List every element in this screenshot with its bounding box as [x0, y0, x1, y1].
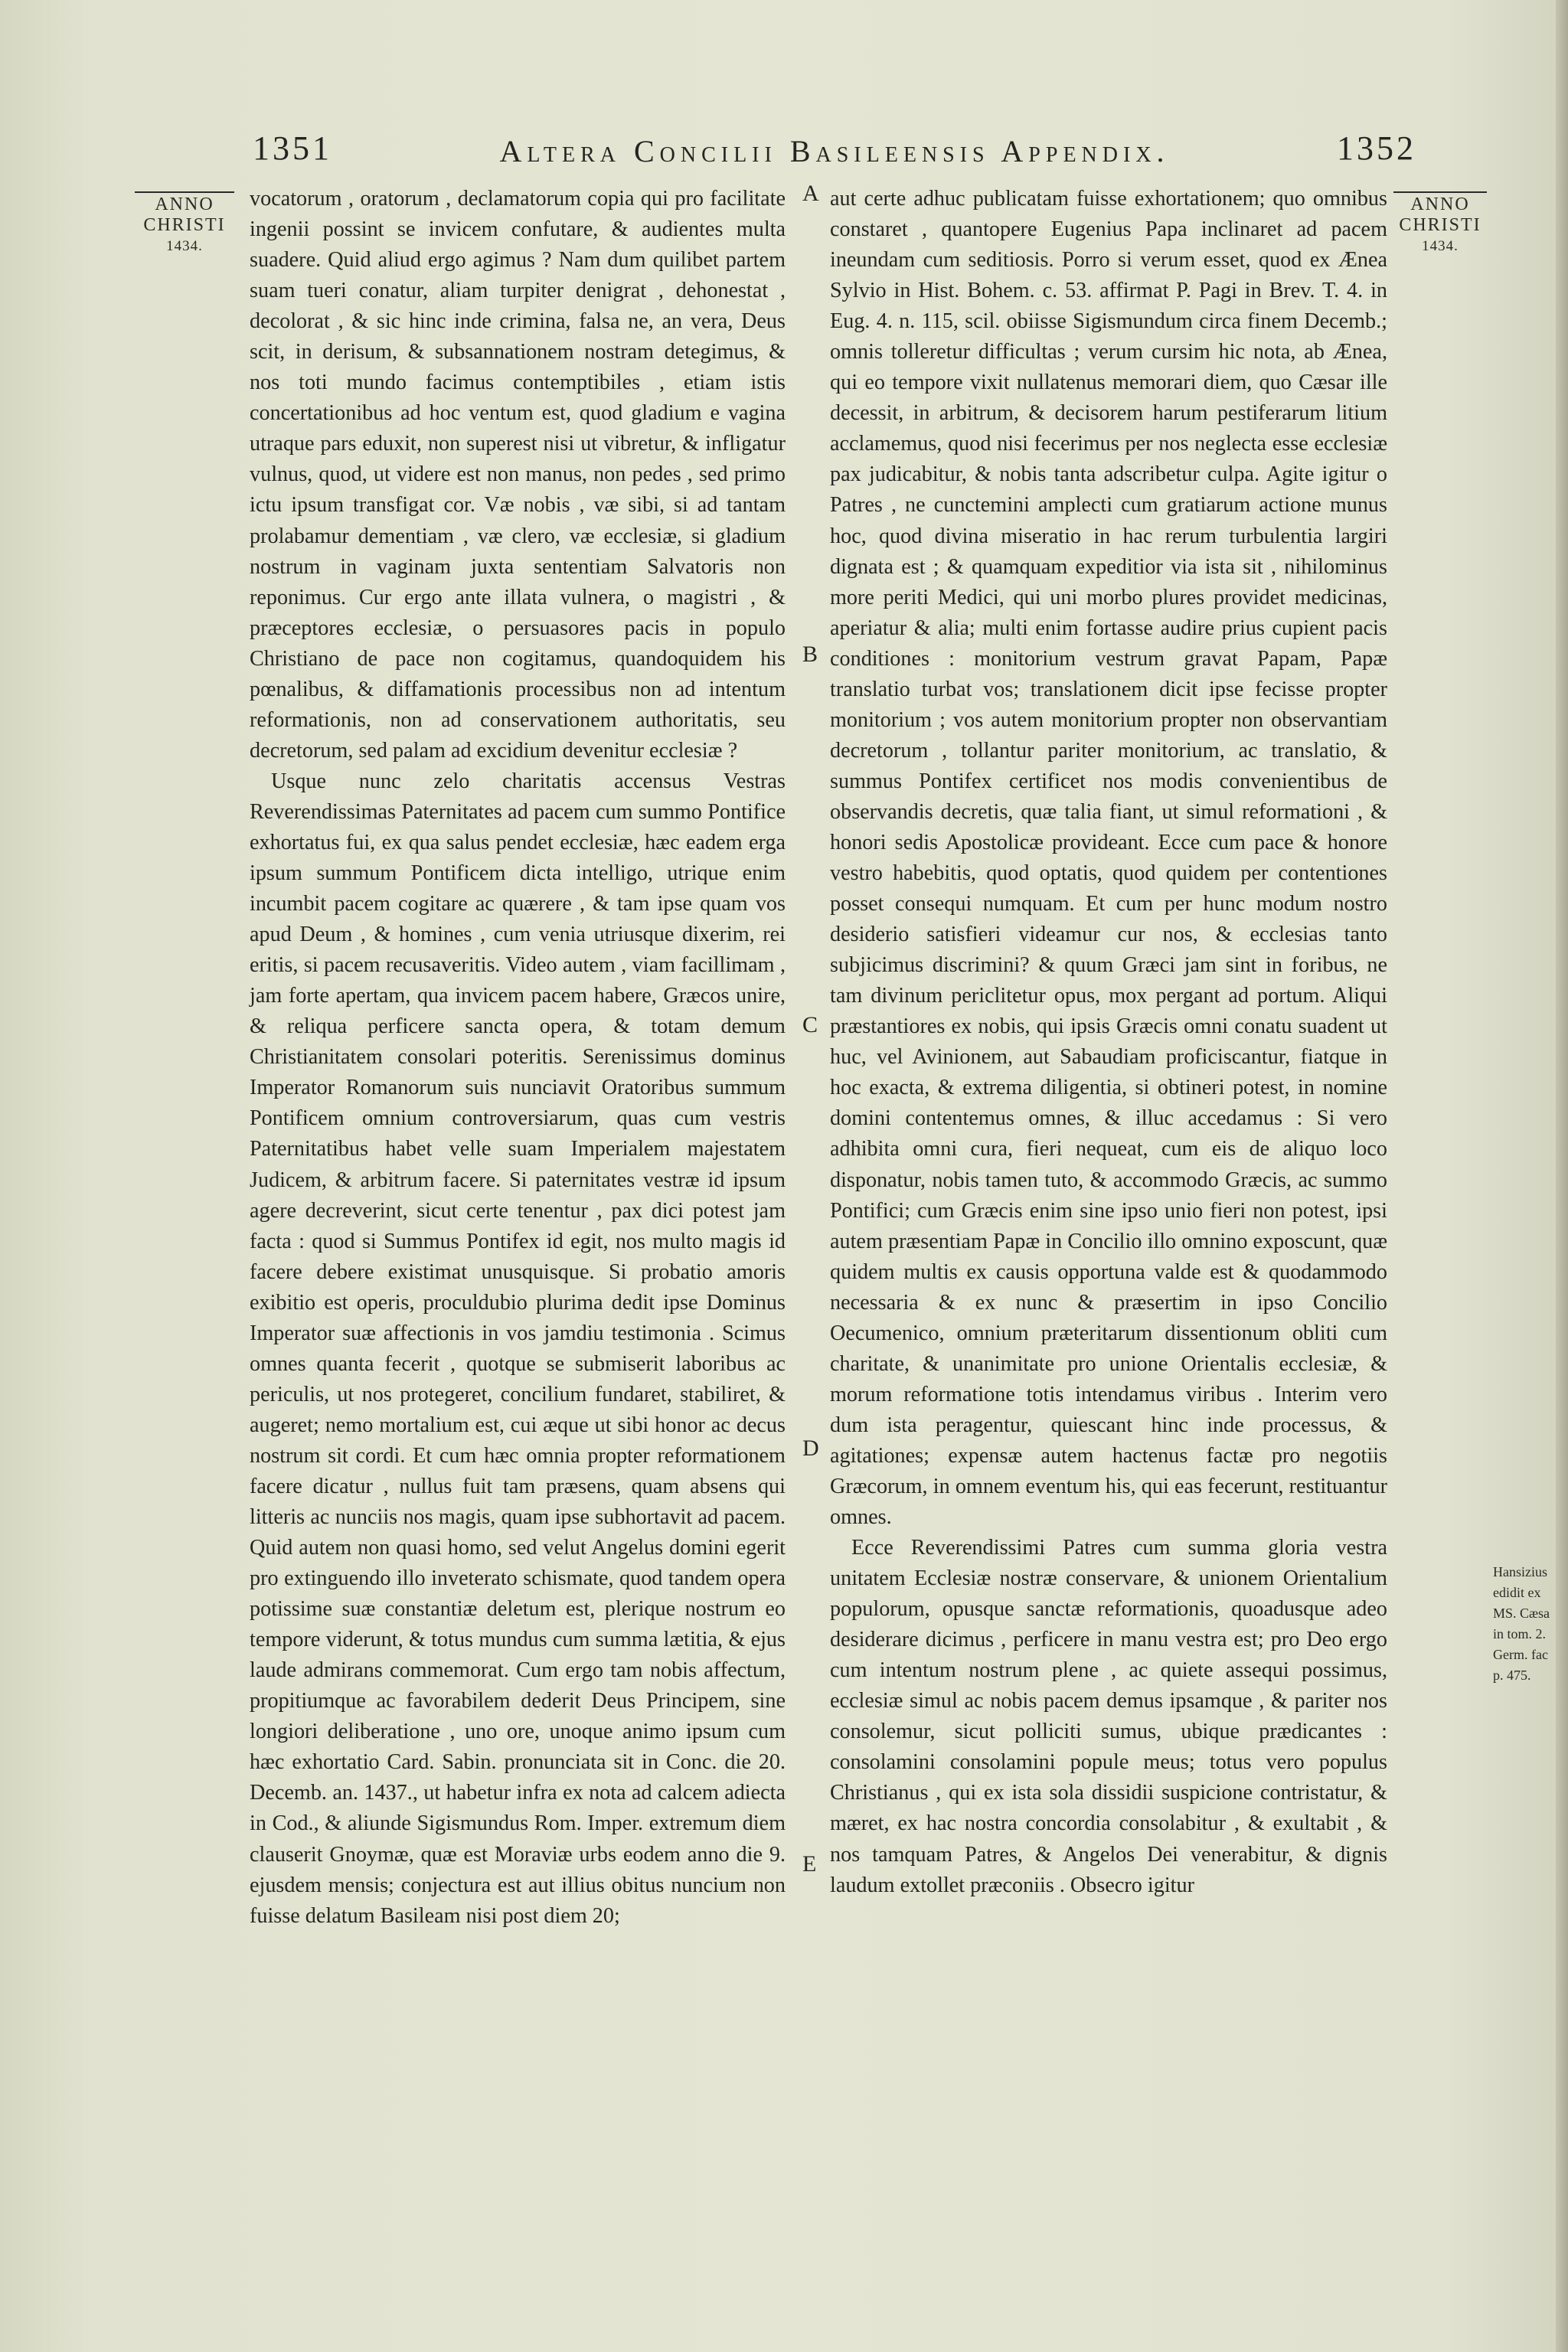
year-label: 1434. [1422, 238, 1459, 254]
paragraph: aut certe adhuc publicatam fuisse exhortationem; quo omnibus constaret , quantopere Eugenius Papa inclinaret ad pacem ineundam cum seditiosis. Porro si verum esset, quod ex Ænea Sylvio in Hist. Bohem. c. 53. affirmat P. Pagi in Brev. T. 4. in Eug. 4. n. 115, scil. obiisse Sigismundum circa finem Decemb.; omnis tolleretur difficultas ; verum cursim hic nota, ab Ænea, qui eo tempore vixit nullatenus memorari diem, quo Cæsar ille decessit, in arbitrum, & decisorem harum pestiferarum litium acclamemus, quod nisi fecerimus per nos neglecta esse ecclesiæ pax judicabitur, & nobis tanta adscribetur culpa. Agite igitur o Patres , ne cunctemini amplecti cum gratiarum actione munus hoc, quod divina miseratio in hac rerum turbulentia largiri dignata est ; & quamquam expeditior via ista sit , nihilominus more periti Medici, qui uni morbo plures providet medicinas, aperiatur & alia; multi enim fortasse audire prius cupient pacis conditiones : monitorium vestrum gravat Papam, Papæ translatio turbat vos; translationem dicit ipse fecisse propter monitorium ; vos autem monitorium propter non observantiam decretorum , tollantur pariter monitorium, ac translatio, & summus Pontifex certificet nos modis convenientibus de observandis decretis, quæ talia fiant, ut simul reformationi , & honori sedis Apostolicæ provideant. Ecce cum pace & honore vestro habebitis, quod optatis, quod quidem per contentiones posset consequi numquam. Et cum per hunc modum nostro desiderio satisfieri videamur cur nos, & ecclesias tanto subjicimus discrimini? & quum Græci jam sint in foribus, ne tam divinum periclitetur opus, mox pergant ad portum. Aliqui præstantiores ex nobis, qui ipsis Græcis omni conatu suadent ut huc, vel Avinionem, aut Sabaudiam proficiscantur, fiatque in hoc exacta, & extrema diligentia, si obtineri potest, in nomine domini contentemus omnes, & illuc accedamus : Si vero adhibita omni cura, fieri nequeat, cum eis de aliquo loco disponatur, nobis tamen tuto, & accommodo Græcis, ac summo Pontifici; cum Græcis enim sine ipso unio fieri non potest, ipsi autem præsentiam Papæ in Concilio illo omnino exposcunt, quæ quidem multis ex causis opportuna valde est & quodammodo necessaria & ex nunc & præsertim in ipso Concilio Oecumenico, omnium præteritarum dissentionum obliti cum charitate, & unanimitate pro unione Orientalis ecclesiæ, & morum reformatione totis intendamus viribus . Interim vero dum ista peragentur, quiescant hinc inde processus, & agitationes; expensæ autem hactenus factæ pro negotiis Græcorum, in omnem eventum his, qui eas fecerunt, restituantur omnes. [830, 187, 1387, 1530]
paragraph: Ecce Reverendissimi Patres cum summa gloria vestra unitatem Ecclesiæ nostræ conservare, & unionem Orientalium populorum, opusque sanctæ reformationis, quoadusque adeo desiderare dicimus , perficere in manu vestra est; pro Deo ergo cum intentum nostrum plene , ac quiete assequi possimus, ecclesiæ simul ac nobis pacem demus ipsamque , & pariter nos consolemur, sicut polliciti sumus, ubique prædicantes : consolamini consolamini popule meus; totus vero populus Christianus , qui ex ista sola dissidii suspicione contristatur, & mæret, ex hac nostra concordia consolabitur , & exultabit , & nos tamquam Patres, & Angelos Dei venerabitur, & dignis laudum extollet præconiis . Obsecro igitur [830, 1536, 1387, 1897]
side-note-line: Germ. fac [1493, 1647, 1548, 1662]
anno-label: ANNO [1410, 194, 1470, 214]
side-note-line: Hansizius [1493, 1564, 1547, 1579]
page-number-right: 1352 [1337, 129, 1416, 167]
margin-rule [135, 191, 234, 193]
paragraph: Usque nunc zelo charitatis accensus Vestras Reverendissimas Paternitates ad pacem cum summo Pontifice exhortatus fui, ex qua salus pendet ecclesiæ, hæc eadem erga ipsum summum Pontificem dicta intelligo, utrique enim incumbit pacem cogitare ac quærere , & tam ipse quam vos apud Deum , & homines , cum venia utriusque dixerim, rei eritis, si pacem recusaveritis. Video autem , viam facillimam , jam forte apertam, qua invicem pacem habere, Græcos unire, & reliqua perficere sancta opera, & totam demum Christianitatem consolari poteritis. Serenissimus dominus Imperator Romanorum suis nunciavit Oratoribus summum Pontificem omnium controversiarum, quas cum vestris Paternitatibus habet velle suam Imperialem majestatem Judicem, & arbitrum facere. Si paternitates vestræ id ipsum agere decreverint, sicut certe tenentur , pax dici potest jam facta : quod si Summus Pontifex id egit, nos multo magis id facere debere existimat unusquisque. Si probatio amoris exibitio est operis, proculdubio plurima dedit ipse Dominus Imperator suæ affectionis in vos jamdiu testimonia . Scimus omnes quanta fecerit , quotque se submiserit laboribus ac periculis, ut nos protegeret, concilium fundaret, stabiliret, & augeret; nemo mortalium est, cui æque ut sibi honor ac decus nostrum sit cordi. Et cum hæc omnia propter reformationem facere dicatur , nullus fuit tam præsens, quam absens qui litteris ac nunciis nos magis, quam ipse subhortavit ad pacem. Quid autem non quasi homo, sed velut Angelus domini egerit pro extinguendo illo inveterato schismate, quod tandem opera potissime suæ constantiæ deletum est, plerique nostrum eo tempore viderunt, & totus mundus cum summa lætitia, & ejus laude admirans commemorat. Cum ergo tam nobis affectum, propitiumque ac favorabilem dederit Deus Principem, sine longiori deliberatione , uno ore, unoque animo ipsum cum hæc exhortatio Card. Sabin. pronunciata sit in Conc. die 20. Decemb. an. 1437., ut habetur infra ex nota ad calcem adiecta in Cod., & aliunde Sigismundus Rom. Imper. extremum diem clauserit Gnoymæ, quæ est Moraviæ urbs eodem anno die 9. ejusdem mensis; conjectura est aut illius obitus nuncium non fuisse delatum Basileam nisi post diem 20; [250, 769, 786, 1928]
section-marker-e: E [802, 1851, 817, 1877]
text-column-left [250, 184, 786, 1932]
paragraph: vocatorum , oratorum , declamatorum copia qui pro facilitate ingenii possint se invicem confutare, & audientes multa suadere. Quid aliud ergo agimus ? Nam dum quilibet partem suam tueri conatur, aliam turpiter denigrat , dehonestat , decolorat , & sic hinc inde crimina, falsa ne, an vera, Deus scit, in derisum, & subsannationem nostram detegimus, & nos toti mundo facimus contemptibiles , etiam istis concertationibus ad hoc ventum est, quod gladium e vagina utraque pars eduxit, non superest nisi ut vibretur, & infligatur vulnus, quod, ut videre est non manus, non pedes , sed primo ictu ipsum transfigat cor. Væ nobis , væ sibi, si ad tantam prolabamur dementiam , væ clero, væ ecclesiæ, si gladium nostrum in vaginam juxta sententiam Salvatoris non reponimus. Cur ergo ante illata vulnera, o magistri , & præceptores ecclesiæ, o persuasores pacis in populo Christiano de pace non cogitamus, quandoquidem his pœnalibus, & diffamationis processibus non ad intentum reformationis, non ad conservationem authoritatis, seu decretorum, sed palam ad excidium devenitur ecclesiæ ? [250, 187, 786, 763]
side-note-line: MS. Cæsa [1493, 1606, 1550, 1621]
section-marker-a: A [802, 181, 819, 206]
side-note-line: edidit ex [1493, 1585, 1541, 1600]
side-note-line: in tom. 2. [1493, 1626, 1547, 1642]
facing-page-edge [1556, 0, 1568, 2352]
anno-label: ANNO [155, 194, 214, 214]
margin-rule [1393, 191, 1487, 193]
text-column-right [830, 184, 1387, 1901]
christi-label: CHRISTI [143, 215, 226, 235]
section-marker-b: B [802, 642, 818, 667]
christi-label: CHRISTI [1399, 215, 1481, 235]
side-note-line: p. 475. [1493, 1668, 1531, 1683]
year-label: 1434. [166, 238, 203, 254]
section-marker-d: D [802, 1436, 819, 1461]
running-title: Altera Concilii Basileensis Appendix. [499, 134, 1170, 168]
margin-anno-christi-left [135, 191, 234, 256]
running-header [253, 129, 1416, 178]
page-number-left: 1351 [253, 129, 332, 167]
section-marker-c: C [802, 1012, 818, 1037]
margin-anno-christi-right [1393, 191, 1487, 256]
